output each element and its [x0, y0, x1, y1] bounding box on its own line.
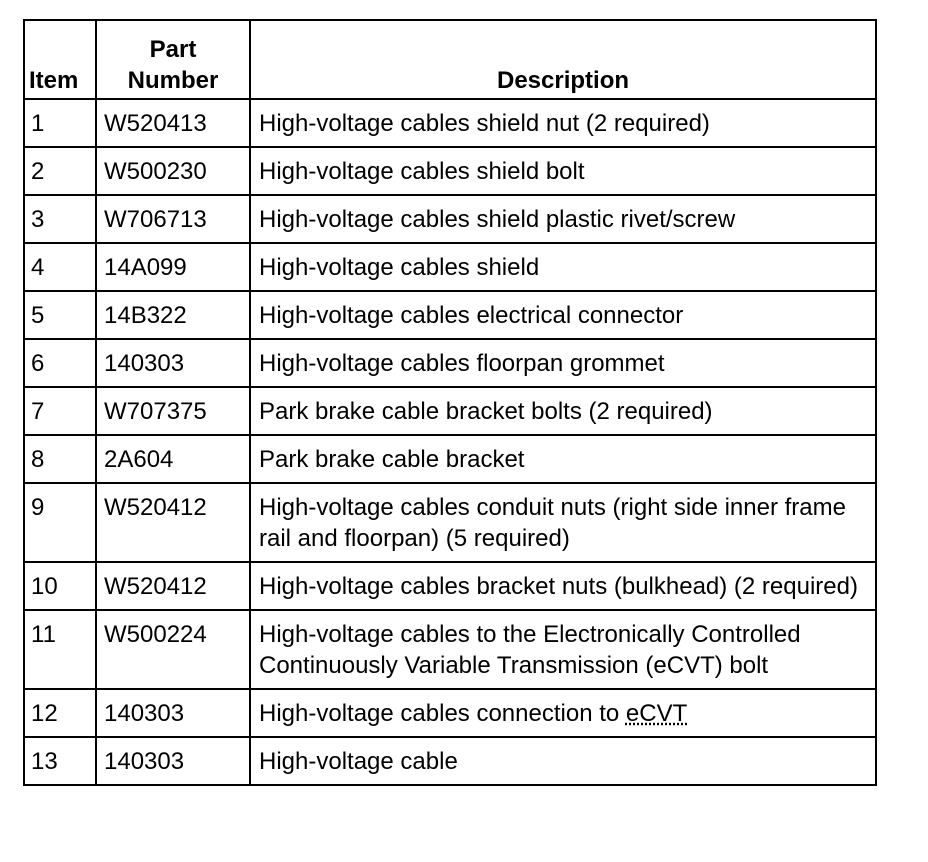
table-row — [24, 689, 876, 737]
table-row — [24, 195, 876, 243]
cell-part-number: W706713 — [96, 195, 250, 243]
header-description: Description — [250, 20, 876, 99]
cell-item: 13 — [24, 737, 96, 785]
cell-description: High-voltage cables bracket nuts (bulkhead) (2 required) — [250, 562, 876, 610]
table-body — [24, 99, 876, 785]
cell-description: High-voltage cables electrical connector — [250, 291, 876, 339]
table-row — [24, 291, 876, 339]
table-row — [24, 562, 876, 610]
cell-part-number: 140303 — [96, 339, 250, 387]
cell-item: 10 — [24, 562, 96, 610]
cell-part-number: 140303 — [96, 689, 250, 737]
cell-description: High-voltage cables shield — [250, 243, 876, 291]
parts-table — [23, 19, 877, 786]
cell-description: High-voltage cables to the Electronically Controlled Continuously Variable Transmission (eCVT) bolt — [250, 610, 876, 689]
ecvt-link[interactable]: eCVT — [625, 700, 688, 727]
cell-description: High-voltage cables shield nut (2 required) — [250, 99, 876, 147]
header-part-number-line2: Number — [127, 67, 219, 94]
cell-item: 9 — [24, 483, 96, 562]
cell-description: High-voltage cables shield plastic rivet/screw — [250, 195, 876, 243]
table-row — [24, 737, 876, 785]
cell-item: 5 — [24, 291, 96, 339]
table-row — [24, 610, 876, 689]
cell-description: High-voltage cables floorpan grommet — [250, 339, 876, 387]
cell-item: 1 — [24, 99, 96, 147]
cell-part-number: W707375 — [96, 387, 250, 435]
cell-description: High-voltage cables conduit nuts (right side inner frame rail and floorpan) (5 required) — [250, 483, 876, 562]
header-part-number-line1: Part — [149, 36, 197, 63]
table-row — [24, 147, 876, 195]
cell-item: 7 — [24, 387, 96, 435]
cell-part-number: W520412 — [96, 562, 250, 610]
cell-item: 4 — [24, 243, 96, 291]
cell-part-number: 14A099 — [96, 243, 250, 291]
cell-description: Park brake cable bracket bolts (2 required) — [250, 387, 876, 435]
cell-part-number: W500230 — [96, 147, 250, 195]
cell-item: 12 — [24, 689, 96, 737]
header-part-number — [96, 20, 250, 99]
header-row — [24, 20, 876, 99]
table-row — [24, 243, 876, 291]
table-row — [24, 99, 876, 147]
cell-part-number: 14B322 — [96, 291, 250, 339]
cell-item: 11 — [24, 610, 96, 689]
cell-item: 8 — [24, 435, 96, 483]
cell-part-number: W520412 — [96, 483, 250, 562]
cell-part-number: 2A604 — [96, 435, 250, 483]
cell-item: 3 — [24, 195, 96, 243]
cell-item: 6 — [24, 339, 96, 387]
cell-description: High-voltage cable — [250, 737, 876, 785]
table-header — [24, 20, 876, 99]
cell-description: High-voltage cables shield bolt — [250, 147, 876, 195]
cell-description: Park brake cable bracket — [250, 435, 876, 483]
table-row — [24, 339, 876, 387]
table-row — [24, 483, 876, 562]
cell-part-number: W520413 — [96, 99, 250, 147]
table-row — [24, 387, 876, 435]
cell-part-number: 140303 — [96, 737, 250, 785]
cell-part-number: W500224 — [96, 610, 250, 689]
cell-item: 2 — [24, 147, 96, 195]
header-item: Item — [24, 20, 96, 99]
cell-description — [250, 689, 876, 737]
table-row — [24, 435, 876, 483]
cell-description-text: High-voltage cables connection to — [259, 700, 626, 727]
